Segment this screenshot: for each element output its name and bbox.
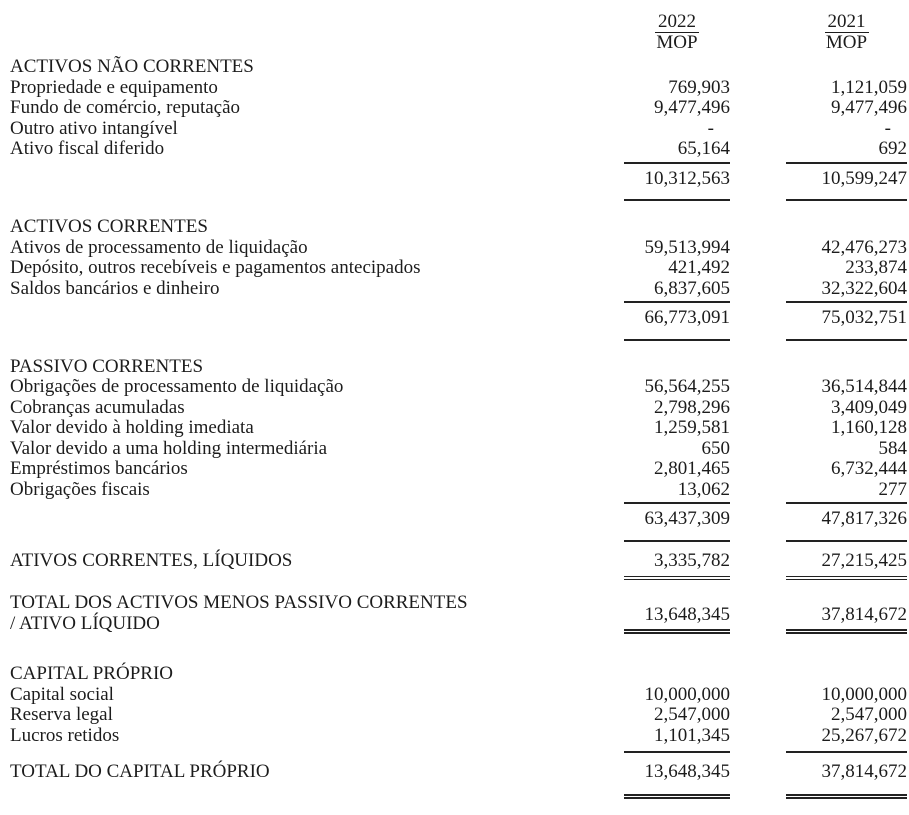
value-2021: 36,514,844: [821, 376, 907, 397]
row-label: Valor devido a uma holding intermediária: [10, 437, 328, 459]
section-title: ACTIVOS CORRENTES: [10, 216, 208, 237]
value-2022: 769,903: [668, 76, 730, 98]
value-2022: 10,000,000: [644, 683, 730, 705]
line-item-row: [10, 726, 907, 747]
year-2021-label: 2021: [825, 12, 869, 33]
line-item-row: [10, 119, 907, 140]
row-label: Lucros retidos: [10, 724, 120, 746]
currency-2022-label: MOP: [656, 32, 698, 53]
line-item-row: [10, 705, 907, 726]
value-2021: 1,160,128: [831, 417, 907, 438]
line-item-row: [10, 279, 907, 300]
value-2022: 6,837,605: [654, 277, 730, 299]
total-net-assets-row: [10, 593, 907, 634]
line-item-row: [10, 139, 907, 160]
subtotal-2022: 66,773,091: [624, 301, 730, 341]
row-label: Ativos de processamento de liquidação: [10, 236, 308, 258]
value-2022: 2,801,465: [654, 458, 730, 479]
value-2022: 1,101,345: [654, 724, 730, 746]
row-label: Capital social: [10, 683, 114, 705]
value-2022: -: [707, 117, 714, 139]
row-label: Outro ativo intangível: [10, 117, 178, 139]
column-headers-row: [10, 12, 907, 53]
value-2022: 421,492: [668, 257, 730, 278]
value-2021: 25,267,672: [821, 724, 907, 746]
currency-2021-label: MOP: [825, 32, 868, 53]
value-2022: 59,513,994: [644, 236, 730, 258]
value-2021: 2,547,000: [831, 704, 907, 725]
line-item-row: [10, 398, 907, 419]
line-item-row: [10, 685, 907, 706]
line-item-row: [10, 98, 907, 119]
section-header-non-current-assets: [10, 57, 907, 78]
line-item-row: [10, 377, 907, 398]
value-2022: 13,648,345: [624, 751, 730, 799]
value-2022: 9,477,496: [654, 97, 730, 118]
value-2021: 32,322,604: [821, 277, 907, 299]
section-title: ACTIVOS NÃO CORRENTES: [10, 56, 254, 77]
value-2021: 1,121,059: [831, 76, 907, 98]
value-2022: 2,547,000: [654, 704, 730, 725]
row-label: Cobranças acumuladas: [10, 396, 185, 418]
subtotal-2022: 10,312,563: [624, 162, 730, 202]
line-item-row: [10, 238, 907, 259]
value-2021: 692: [878, 138, 907, 159]
line-item-row: [10, 78, 907, 99]
subtotal-2021: 47,817,326: [786, 502, 907, 542]
value-2021: 42,476,273: [821, 236, 907, 258]
section-header-current-liabilities: [10, 357, 907, 378]
row-label: Reserva legal: [10, 704, 113, 725]
value-2021: -: [884, 117, 891, 139]
value-2022: 13,648,345: [624, 605, 730, 635]
value-2021: 584: [878, 437, 907, 459]
row-label: Saldos bancários e dinheiro: [10, 277, 220, 299]
row-label: TOTAL DO CAPITAL PRÓPRIO: [10, 761, 270, 782]
row-label: Obrigações de processamento de liquidação: [10, 376, 344, 397]
subtotal-current-assets: [10, 301, 907, 341]
section-header-current-assets: [10, 217, 907, 238]
line-item-row: [10, 258, 907, 279]
row-label: Obrigações fiscais: [10, 478, 150, 500]
subtotal-2021: 75,032,751: [786, 301, 907, 341]
section-header-equity: [10, 664, 907, 685]
line-item-row: [10, 480, 907, 501]
line-item-row: [10, 418, 907, 439]
row-label: Valor devido à holding imediata: [10, 417, 254, 438]
column-header-2021: [786, 12, 907, 53]
row-label: Propriedade e equipamento: [10, 76, 218, 98]
total-equity-row: [10, 751, 907, 799]
line-item-row: [10, 459, 907, 480]
value-2021: 27,215,425: [786, 551, 907, 581]
row-label: Fundo de comércio, reputação: [10, 97, 241, 118]
section-title: PASSIVO CORRENTES: [10, 355, 204, 377]
line-item-row: [10, 439, 907, 460]
subtotal-current-liabilities: [10, 502, 907, 542]
net-current-assets-row: [10, 551, 907, 581]
value-2021: 6,732,444: [831, 458, 907, 479]
value-2021: 277: [878, 478, 907, 500]
value-2022: 2,798,296: [654, 396, 730, 418]
row-label: [10, 593, 624, 634]
value-2022: 56,564,255: [644, 376, 730, 397]
value-2022: 1,259,581: [654, 417, 730, 438]
value-2022: 65,164: [677, 138, 730, 159]
subtotal-2021: 10,599,247: [786, 162, 907, 202]
value-2022: 3,335,782: [624, 551, 730, 581]
subtotal-2022: 63,437,309: [624, 502, 730, 542]
value-2021: 37,814,672: [786, 751, 907, 799]
value-2021: 10,000,000: [821, 683, 907, 705]
column-header-2022: [624, 12, 730, 53]
value-2021: 37,814,672: [786, 605, 907, 635]
row-label: Depósito, outros recebíveis e pagamentos antecipados: [10, 257, 421, 278]
value-2021: 233,874: [845, 257, 907, 278]
subtotal-non-current-assets: [10, 162, 907, 202]
value-2021: 3,409,049: [831, 396, 907, 418]
section-title: CAPITAL PRÓPRIO: [10, 663, 173, 684]
row-label: Empréstimos bancários: [10, 458, 188, 479]
row-label: ATIVOS CORRENTES, LÍQUIDOS: [10, 549, 293, 571]
row-label: Ativo fiscal diferido: [10, 138, 165, 159]
row-label-line1: TOTAL DOS ACTIVOS MENOS PASSIVO CORRENTES: [10, 592, 468, 613]
row-label-line2: / ATIVO LÍQUIDO: [10, 612, 160, 634]
year-2022-label: 2022: [655, 12, 699, 33]
value-2022: 650: [701, 437, 730, 459]
value-2021: 9,477,496: [831, 97, 907, 118]
value-2022: 13,062: [677, 478, 730, 500]
